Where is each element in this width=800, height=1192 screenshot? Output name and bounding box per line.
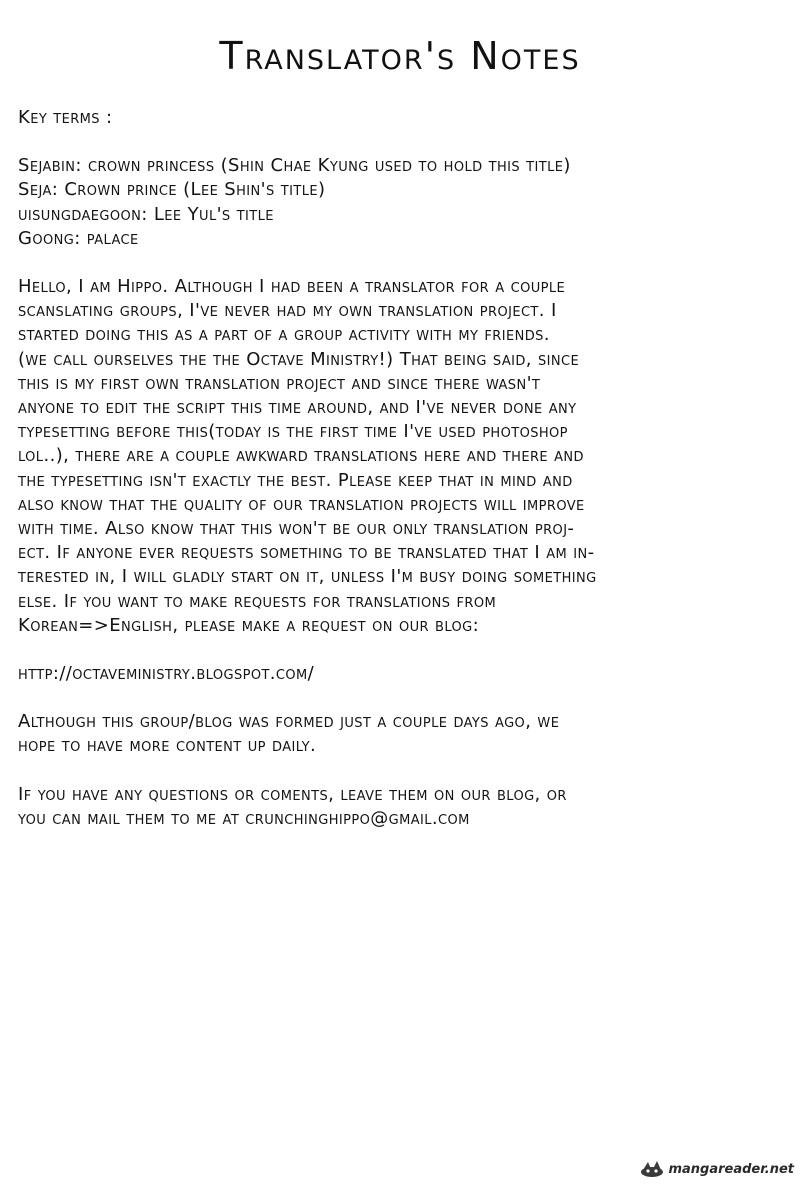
notes-body [18, 106, 788, 855]
blog-url: http://octaveministry.blogspot.com/ [18, 663, 315, 685]
source-watermark [639, 1160, 794, 1178]
paragraph-line: scanslating groups, I've never had my own translation project. I [18, 300, 557, 322]
paragraph-line: Although this group/blog was formed just a couple days ago, we [18, 711, 560, 733]
spacer [18, 130, 788, 154]
paragraph-line: anyone to edit the script this time around, and I've never done any [18, 397, 577, 419]
key-terms-section [18, 106, 788, 251]
intro-paragraph [18, 275, 788, 638]
paragraph-line: you can mail them to me at crunchinghippo@gmail.com [18, 807, 470, 829]
blog-url-section [18, 662, 788, 686]
paragraph-line: Hello, I am Hippo. Although I had been a translator for a couple [18, 276, 566, 298]
paragraph-line: terested in, I will gladly start on it, unless I'm busy doing something [18, 566, 597, 588]
paragraph-line: this is my first own translation project and since there wasn't [18, 372, 541, 394]
paragraph-line: (we call ourselves the the Octave Ministry!) That being said, since [18, 348, 580, 370]
paragraph-line: else. If you want to make requests for translations from [18, 590, 497, 612]
paragraph-line: lol..), there are a couple awkward translations here and there and [18, 445, 584, 467]
key-term-item: Seja: Crown prince (Lee Shin's title) [18, 179, 326, 201]
key-terms-heading: Key terms : [18, 107, 113, 128]
group-paragraph [18, 710, 788, 758]
paragraph-line: typesetting before this(today is the first time I've used photoshop [18, 421, 568, 443]
paragraph-line: Korean=>English, please make a request on our blog: [18, 614, 480, 636]
watermark-text: mangareader.net [668, 1161, 794, 1177]
paragraph-line: also know that the quality of our translation projects will improve [18, 493, 585, 515]
contact-paragraph [18, 783, 788, 831]
paragraph-line: hope to have more content up daily. [18, 735, 317, 757]
key-term-item: Goong: palace [18, 227, 139, 249]
page-title: Translator's Notes [219, 34, 581, 78]
key-term-item: Sejabin: crown princess (Shin Chae Kyung used to hold this title) [18, 155, 571, 177]
reader-logo-icon [639, 1160, 665, 1178]
paragraph-line: ect. If anyone ever requests something to be translated that I am in- [18, 542, 595, 564]
key-term-item: uisungdaegoon: Lee Yul's title [18, 203, 274, 225]
paragraph-line: If you have any questions or coments, leave them on our blog, or [18, 783, 567, 805]
paragraph-line: the typesetting isn't exactly the best. Please keep that in mind and [18, 469, 573, 491]
paragraph-line: with time. Also know that this won't be our only translation proj- [18, 518, 575, 540]
paragraph-line: started doing this as a part of a group activity with my friends. [18, 324, 550, 346]
